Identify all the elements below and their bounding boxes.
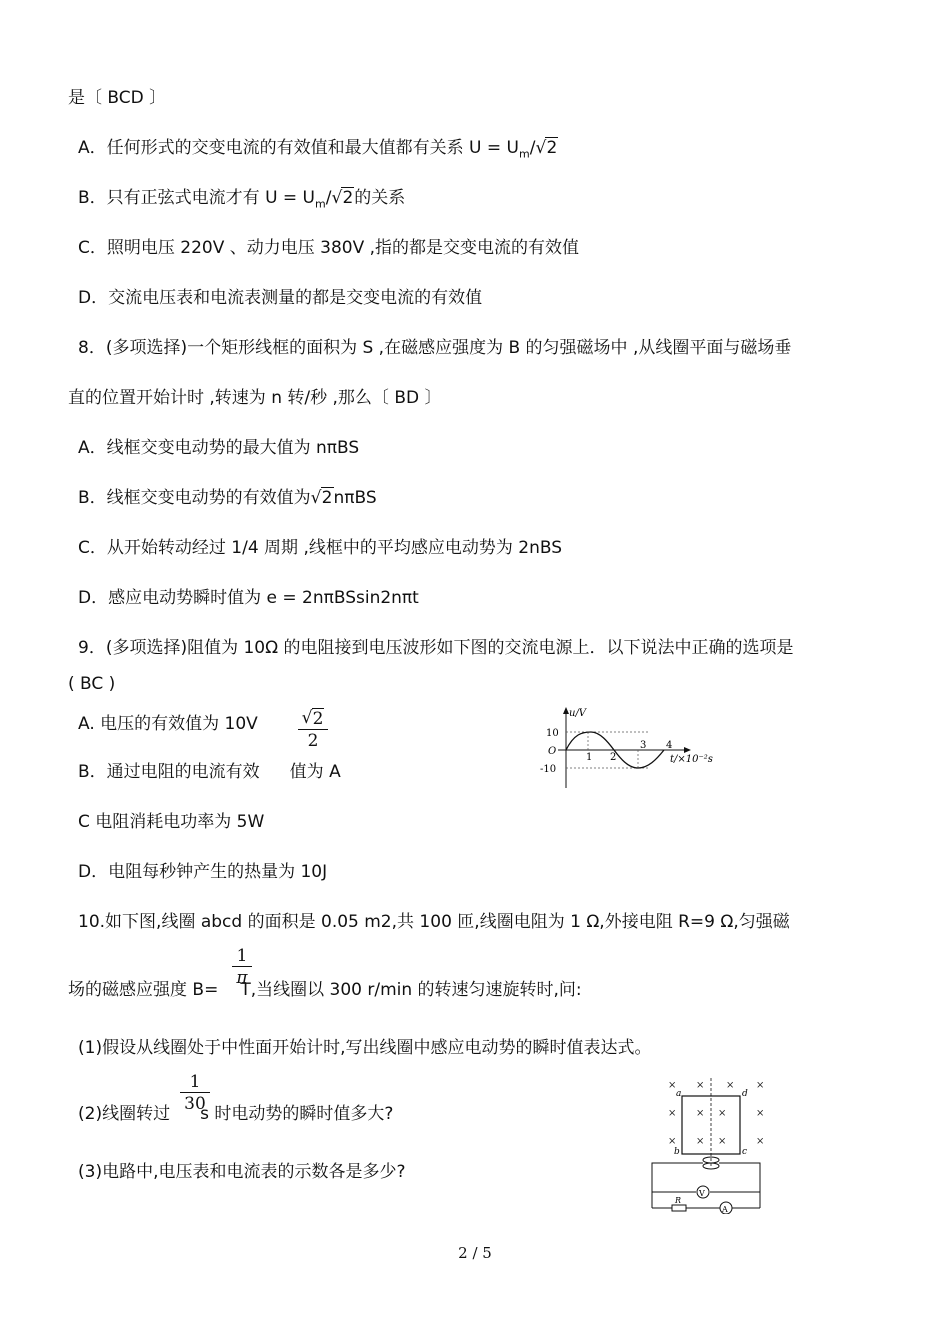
radicand: 2 xyxy=(312,709,324,729)
q7-option-d: D．交流电压表和电流表测量的都是交变电流的有效值 xyxy=(78,288,483,308)
q7-option-a-slash: / xyxy=(529,138,536,158)
x-tick-3: 3 xyxy=(640,740,647,751)
corner-label-b: b xyxy=(674,1147,680,1157)
x-tick-4: 4 xyxy=(666,740,673,751)
q10-stem-line2-post: T,当线圈以 300 r/min 的转速匀速旋转时,问: xyxy=(240,980,582,1000)
q9-option-a: A. 电压的有效值为 10V xyxy=(78,714,258,734)
field-cross: × xyxy=(696,1108,705,1119)
coil-circuit-diagram xyxy=(648,1074,774,1214)
q7-option-a-text: A．任何形式的交变电流的有效值和最大值都有关系 U = U xyxy=(78,138,519,158)
ammeter-label: A xyxy=(722,1205,728,1214)
field-cross: × xyxy=(696,1080,705,1091)
field-cross: × xyxy=(756,1136,765,1147)
q7-option-a-sub: m xyxy=(518,147,530,161)
axis-t-label: t/×10⁻²s xyxy=(670,754,713,765)
q10-part-2-pre: (2)线圈转过 xyxy=(78,1104,171,1124)
field-cross: × xyxy=(668,1080,677,1091)
q7-option-c: C．照明电压 220V 、动力电压 380V ,指的都是交变电流的有效值 xyxy=(78,238,580,258)
field-cross: × xyxy=(726,1080,735,1091)
q8-option-b-text: B．线框交变电动势的有效值为 xyxy=(78,488,311,508)
fraction-numerator: 1 xyxy=(236,946,248,966)
q8-option-c: C．从开始转动经过 1/4 周期 ,线框中的平均感应电动势为 2nBS xyxy=(78,538,562,558)
q8-option-b-post: nπBS xyxy=(333,488,377,508)
q10-part-2-post: s 时电动势的瞬时值多大? xyxy=(200,1104,394,1124)
q8-option-d: D．感应电动势瞬时值为 e = 2nπBSsin2nπt xyxy=(78,588,419,608)
q7-option-b-slash: / xyxy=(325,188,332,208)
q10-stem-line1: 10.如下图,线圈 abcd 的面积是 0.05 m2,共 100 匝,线圈电阻为 1 Ω,外接电阻 R=9 Ω,匀强磁 xyxy=(78,912,790,932)
sqrt-symbol: √ 2 xyxy=(301,708,324,729)
fraction-denominator: π xyxy=(236,968,248,988)
q9-option-b xyxy=(78,760,341,784)
origin-label: O xyxy=(548,746,557,757)
field-cross: × xyxy=(756,1080,765,1091)
q8-option-a: A．线框交变电动势的最大值为 nπBS xyxy=(78,438,360,458)
x-tick-2: 2 xyxy=(610,752,617,763)
y-tick-minus-10: -10 xyxy=(540,764,557,775)
voltmeter-label: V xyxy=(699,1189,705,1198)
q7-option-b-sub: m xyxy=(315,197,326,211)
q9-option-c: C 电阻消耗电功率为 5W xyxy=(78,812,265,832)
q8-stem-line2: 直的位置开始计时 ,转速为 n 转/秒 ,那么〔 BD 〕 xyxy=(68,388,442,408)
q8-stem-line1: 8．(多项选择)一个矩形线框的面积为 S ,在磁感应强度为 B 的匀强磁场中 ,从线圈平面与磁场垂 xyxy=(78,338,792,358)
radicand: 2 xyxy=(321,488,333,508)
q9-option-b-text: B．通过电阻的电流有效 xyxy=(78,762,260,782)
radicand: 2 xyxy=(342,188,354,208)
q10-stem-line2-pre: 场的磁感应强度 B= xyxy=(68,980,219,1000)
resistor xyxy=(672,1205,686,1211)
q7-option-b-text: B．只有正弦式电流才有 U = U xyxy=(78,188,316,208)
q7-stem: 是〔 BCD 〕 xyxy=(68,88,167,108)
q7-option-a xyxy=(78,136,558,166)
field-cross: × xyxy=(696,1136,705,1147)
sqrt-symbol: √ 2 xyxy=(331,188,354,208)
fraction-denominator: 2 xyxy=(307,731,319,751)
voltage-waveform-graph xyxy=(538,704,738,790)
q9-stem-line1: 9．(多项选择)阻值为 10Ω 的电阻接到电压波形如下图的交流电源上．以下说法中正确的选项是 xyxy=(78,638,794,658)
field-cross: × xyxy=(668,1108,677,1119)
field-cross: × xyxy=(718,1136,727,1147)
q10-part-2 xyxy=(78,1102,393,1126)
q9-option-d: D．电阻每秒钟产生的热量为 10J xyxy=(78,862,328,882)
q10-part-1: (1)假设从线圈处于中性面开始计时,写出线圈中感应电动势的瞬时值表达式。 xyxy=(78,1038,652,1058)
fraction-numerator: 1 xyxy=(189,1072,201,1092)
q9-sqrt2-over-2-fraction xyxy=(298,708,328,752)
q7-option-b xyxy=(78,186,405,216)
q9-stem-line2: ( BC ) xyxy=(68,674,116,694)
y-tick-10: 10 xyxy=(546,728,559,739)
x-tick-1: 1 xyxy=(586,752,593,763)
sqrt-symbol: √ 2 xyxy=(310,488,333,508)
resistor-label: R xyxy=(675,1196,682,1205)
q10-part-3: (3)电路中,电压表和电流表的示数各是多少? xyxy=(78,1162,406,1182)
q8-option-b xyxy=(78,486,377,510)
corner-label-d: d xyxy=(742,1089,748,1099)
q9-option-b-post: 值为 A xyxy=(289,762,341,782)
radicand: 2 xyxy=(546,138,558,158)
field-cross: × xyxy=(718,1108,727,1119)
corner-label-c: c xyxy=(742,1147,748,1157)
q10-stem-line2 xyxy=(68,978,582,1002)
sqrt-symbol: √ 2 xyxy=(535,138,558,158)
axis-u-label: u/V xyxy=(569,708,587,719)
field-cross: × xyxy=(756,1108,765,1119)
corner-label-a: a xyxy=(676,1089,682,1099)
q7-option-b-post: 的关系 xyxy=(354,188,406,208)
fraction-denominator: 30 xyxy=(184,1094,206,1114)
field-cross: × xyxy=(668,1136,677,1147)
page-number: 2 / 5 xyxy=(458,1244,492,1262)
